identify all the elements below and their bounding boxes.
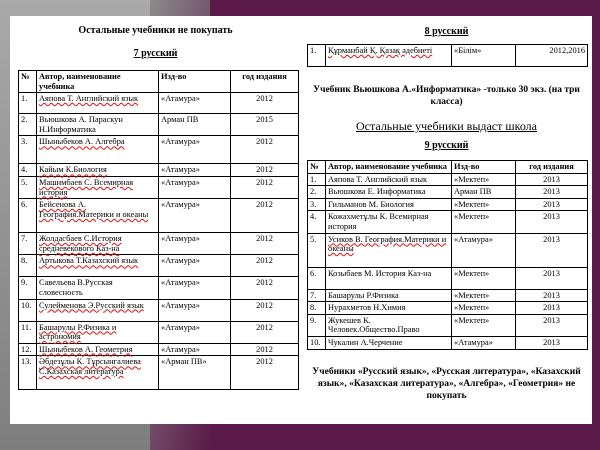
row-publisher: «Атамура» <box>159 255 231 277</box>
row-year: 2013 <box>516 186 588 199</box>
table-row <box>19 255 299 277</box>
row-num: 5. <box>19 176 37 198</box>
row-publisher: «Атамура» <box>159 299 231 321</box>
col-year: год издания <box>516 161 588 174</box>
row-publisher: «Білім» <box>452 45 516 67</box>
row-author: Аяпова Т. Английский язык <box>37 93 159 114</box>
table-row <box>19 136 299 164</box>
row-year: 2012 <box>231 233 299 255</box>
grade-7-table <box>18 70 299 390</box>
row-year: 2013 <box>516 302 588 315</box>
col-num: № <box>308 161 326 174</box>
school-provides-title: Остальные учебники выдаст школа <box>356 119 537 133</box>
table-row <box>19 233 299 255</box>
row-publisher: «Мектеп» <box>452 314 516 336</box>
row-year: 2013 <box>516 211 588 233</box>
row-num: 3. <box>308 198 326 211</box>
row-author: Вьюшкова Е. Информатика <box>326 186 452 199</box>
row-num: 10. <box>308 336 326 349</box>
row-author: Артыкова Т.Казахский язык <box>37 255 159 277</box>
row-author: Савельева В.Русская словесность <box>37 277 159 299</box>
row-num: 6. <box>19 199 37 233</box>
row-author: Машимбаев С. Всемирная история <box>37 176 159 198</box>
row-num: 6. <box>308 267 326 289</box>
row-year: 2012 <box>231 356 299 390</box>
row-year: 2012 <box>231 255 299 277</box>
table-row <box>19 199 299 233</box>
row-publisher: «Мектеп» <box>452 267 516 289</box>
table-header-row <box>19 71 299 93</box>
row-author: Құрманбай Қ. Қазақ әдебиеті <box>326 45 452 67</box>
row-year: 2012 <box>231 321 299 343</box>
row-author: Башарулы Р.Физика <box>326 289 452 302</box>
left-document-page <box>10 16 301 424</box>
row-year: 2013 <box>516 336 588 349</box>
table-row <box>19 277 299 299</box>
row-num: 8. <box>308 302 326 315</box>
row-year: 2012 <box>231 136 299 164</box>
grade-8-table <box>307 44 588 67</box>
row-num: 10. <box>19 299 37 321</box>
row-num: 7. <box>19 233 37 255</box>
row-year: 2013 <box>516 267 588 289</box>
row-num: 13. <box>19 356 37 390</box>
row-publisher: Арман ПВ <box>452 186 516 199</box>
row-publisher: «Атамура» <box>159 93 231 114</box>
row-year: 2013 <box>516 314 588 336</box>
row-year: 2012,2016 <box>516 45 588 67</box>
row-publisher: «Атамура» <box>159 277 231 299</box>
col-author: Автор, наименование учебника <box>37 71 159 93</box>
table-row <box>308 314 588 336</box>
row-author: Жолдасбаев С.История средневекового Каз-на <box>37 233 159 255</box>
table-header-row <box>308 161 588 174</box>
row-author: Гильманов М. Биология <box>326 198 452 211</box>
grade-9-title: 9 русский <box>424 140 469 151</box>
row-num: 9. <box>308 314 326 336</box>
table-row <box>308 302 588 315</box>
col-author: Автор, наименование учебника <box>326 161 452 174</box>
row-year: 2013 <box>516 198 588 211</box>
table-row <box>19 164 299 177</box>
row-author: Кайым К.Биология <box>37 164 159 177</box>
row-num: 2. <box>19 114 37 136</box>
row-author: Әбдезұлы К. Тұрсынгалиева С.Казахская литература <box>37 356 159 390</box>
row-year: 2012 <box>231 199 299 233</box>
row-author: Кожахметұлы К. Всемирная история <box>326 211 452 233</box>
row-num: 1. <box>308 45 326 67</box>
table-row <box>308 186 588 199</box>
grade-7-title: 7 русский <box>133 48 178 59</box>
table-row <box>19 343 299 356</box>
row-num: 9. <box>19 277 37 299</box>
row-year: 2013 <box>516 233 588 267</box>
table-row <box>308 211 588 233</box>
row-year: 2012 <box>231 93 299 114</box>
row-num: 5. <box>308 233 326 267</box>
row-publisher: «Мектеп» <box>452 302 516 315</box>
row-author: Шыныбеков А. Геометрия <box>37 343 159 356</box>
row-publisher: «Атамура» <box>159 199 231 233</box>
col-publisher: Изд-во <box>159 71 231 93</box>
table-row <box>308 289 588 302</box>
row-publisher: «Атамура» <box>159 164 231 177</box>
row-num: 4. <box>19 164 37 177</box>
grade-8-title: 8 русский <box>424 26 469 37</box>
row-author: Жукешев К. Человек.Общество.Право <box>326 314 452 336</box>
row-publisher: «Атамура» <box>159 321 231 343</box>
row-num: 2. <box>308 186 326 199</box>
table-row <box>19 356 299 390</box>
row-num: 7. <box>308 289 326 302</box>
row-publisher: «Атамура» <box>452 336 516 349</box>
row-publisher: «Атамура» <box>159 343 231 356</box>
row-year: 2012 <box>231 277 299 299</box>
row-year: 2012 <box>231 299 299 321</box>
row-num: 4. <box>308 211 326 233</box>
row-author: Усиков В. География.Материки и океаны <box>326 233 452 267</box>
row-author: Вьюшкова А. Параскун Н.Информатика <box>37 114 159 136</box>
row-author: Бейсенова А. География.Материки и океаны <box>37 199 159 233</box>
informatics-note: Учебник Вьюшкова А.«Информатика» -только 30 экз. (на три класса) <box>313 85 580 107</box>
row-author: Башарулы Р.Физика и астрономия <box>37 321 159 343</box>
table-row <box>308 173 588 186</box>
row-year: 2012 <box>231 164 299 177</box>
right-document-page <box>301 16 592 424</box>
col-publisher: Изд-во <box>452 161 516 174</box>
row-num: 1. <box>19 93 37 114</box>
row-num: 3. <box>19 136 37 164</box>
table-row <box>308 267 588 289</box>
row-author: Сулейменова Э.Русский язык <box>37 299 159 321</box>
row-year: 2012 <box>231 176 299 198</box>
row-num: 12. <box>19 343 37 356</box>
row-publisher: «Атамура» <box>159 233 231 255</box>
row-publisher: «Мектеп» <box>452 173 516 186</box>
do-not-buy-note: Учебники «Русский язык», «Русская литература», «Казахский язык», «Казахская литература», «Алгебра», «Геометрия» не покупать <box>312 367 581 401</box>
table-row <box>19 114 299 136</box>
table-row <box>19 176 299 198</box>
left-page-title: Остальные учебники не покупать <box>78 25 233 36</box>
table-row <box>308 45 588 67</box>
row-author: Козыбаев М. История Каз-на <box>326 267 452 289</box>
row-year: 2013 <box>516 173 588 186</box>
row-publisher: «Мектеп» <box>452 211 516 233</box>
table-row <box>19 299 299 321</box>
row-publisher: Арман ПВ <box>159 114 231 136</box>
row-year: 2012 <box>231 343 299 356</box>
table-row <box>308 233 588 267</box>
col-num: № <box>19 71 37 93</box>
row-publisher: «Арман ПВ» <box>159 356 231 390</box>
table-row <box>308 336 588 349</box>
row-author: Аяпова Т. Английский язык <box>326 173 452 186</box>
row-num: 1. <box>308 173 326 186</box>
row-year: 2013 <box>516 289 588 302</box>
grade-9-table <box>307 160 588 350</box>
col-year: год издания <box>231 71 299 93</box>
row-publisher: «Атамура» <box>159 176 231 198</box>
row-author: Нурахметов Н.Химия <box>326 302 452 315</box>
row-num: 11. <box>19 321 37 343</box>
table-row <box>308 198 588 211</box>
row-publisher: «Атамура» <box>452 233 516 267</box>
table-row <box>19 321 299 343</box>
row-year: 2015 <box>231 114 299 136</box>
table-row <box>19 93 299 114</box>
row-author: Шыныбеков А. Алгебра <box>37 136 159 164</box>
row-author: Чукалин А.Черчение <box>326 336 452 349</box>
row-publisher: «Атамура» <box>159 136 231 164</box>
row-publisher: «Мектеп» <box>452 289 516 302</box>
row-publisher: «Мектеп» <box>452 198 516 211</box>
row-num: 8. <box>19 255 37 277</box>
